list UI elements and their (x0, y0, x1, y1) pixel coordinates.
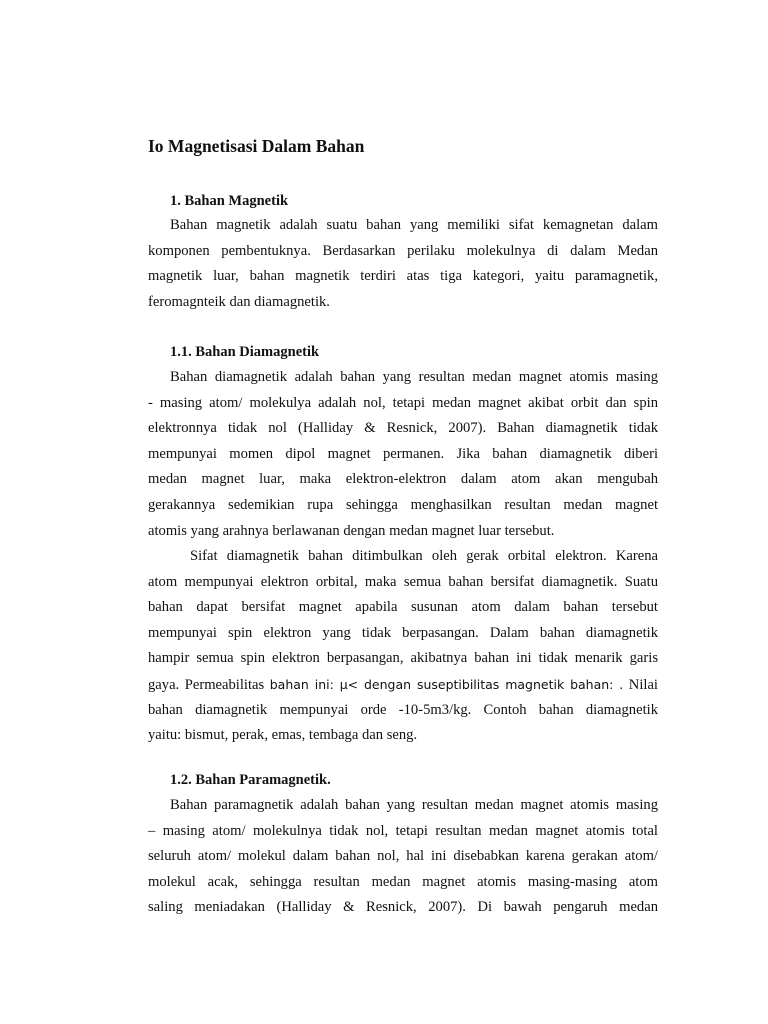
text-line: hampir semua spin elektron berpasangan, akibatnya bahan ini tidak menarik garis (148, 650, 658, 667)
permeability-line-end: Nilai (623, 676, 658, 693)
text-line: elektronnya tidak nol (Halliday & Resnick, 2007). Bahan diamagnetik tidak (148, 420, 658, 437)
text-line: komponen pembentuknya. Berdasarkan perilaku molekulnya di dalam Medan (148, 242, 658, 259)
section-heading-bahan-magnetik: 1. Bahan Magnetik (170, 193, 289, 209)
section-heading-bahan-paramagnetik: 1.2. Bahan Paramagnetik. (170, 772, 331, 788)
permeability-formula: bahan ini: µ< dengan suseptibilitas magnetik bahan: . (269, 676, 624, 692)
text-line: atomis yang arahnya berlawanan dengan medan magnet luar tersebut. (148, 522, 555, 539)
text-line: Bahan paramagnetik adalah bahan yang resultan medan magnet atomis masing (170, 797, 658, 813)
text-line: – masing atom/ molekulnya tidak nol, tetapi resultan medan magnet atomis total (148, 822, 658, 839)
text-line: atom mempunyai elektron orbital, maka semua bahan bersifat diamagnetik. Suatu (148, 573, 658, 590)
text-line: bahan diamagnetik mempunyai orde -10-5m3/kg. Contoh bahan diamagnetik (148, 701, 658, 718)
permeability-line-start: gaya. Permeabilitas (148, 676, 270, 693)
text-line: - masing atom/ molekulya adalah nol, tetapi medan magnet akibat orbit dan spin (148, 394, 658, 411)
text-line: gerakannya sedemikian rupa sehingga menghasilkan resultan medan magnet (148, 496, 658, 513)
paragraph-bahan-magnetik (148, 213, 658, 315)
text-line: feromagnteik dan diamagnetik. (148, 293, 330, 310)
text-line: yaitu: bismut, perak, emas, tembaga dan seng. (148, 727, 418, 744)
permeability-line (148, 672, 658, 698)
text-line: mempunyai spin elektron yang tidak berpasangan. Dalam bahan diamagnetik (148, 624, 658, 641)
text-line: Bahan magnetik adalah suatu bahan yang memiliki sifat kemagnetan dalam (170, 217, 658, 233)
paragraph-diamagnetik-2 (148, 544, 658, 749)
paragraph-diamagnetik-1 (148, 365, 658, 544)
text-line: seluruh atom/ molekul dalam bahan nol, hal ini disebabkan karena gerakan atom/ (148, 848, 658, 865)
text-line: molekul acak, sehingga resultan medan magnet atomis masing-masing atom (148, 873, 658, 890)
section-heading-bahan-diamagnetik: 1.1. Bahan Diamagnetik (170, 344, 320, 360)
text-line: Sifat diamagnetik bahan ditimbulkan oleh gerak orbital elektron. Karena (190, 548, 658, 564)
document-title: Io Magnetisasi Dalam Bahan (148, 136, 365, 156)
text-line: bahan dapat bersifat magnet apabila susunan atom dalam bahan tersebut (148, 599, 658, 616)
paragraph-paramagnetik (148, 793, 658, 921)
text-line: saling meniadakan (Halliday & Resnick, 2007). Di bawah pengaruh medan (148, 899, 658, 916)
text-line: mempunyai momen dipol magnet permanen. Jika bahan diamagnetik diberi (148, 445, 658, 462)
text-line: medan magnet luar, maka elektron-elektron dalam atom akan mengubah (148, 471, 658, 488)
text-line: Bahan diamagnetik adalah bahan yang resultan medan magnet atomis masing (170, 369, 658, 385)
text-line: magnetik luar, bahan magnetik terdiri atas tiga kategori, yaitu paramagnetik, (148, 268, 658, 285)
